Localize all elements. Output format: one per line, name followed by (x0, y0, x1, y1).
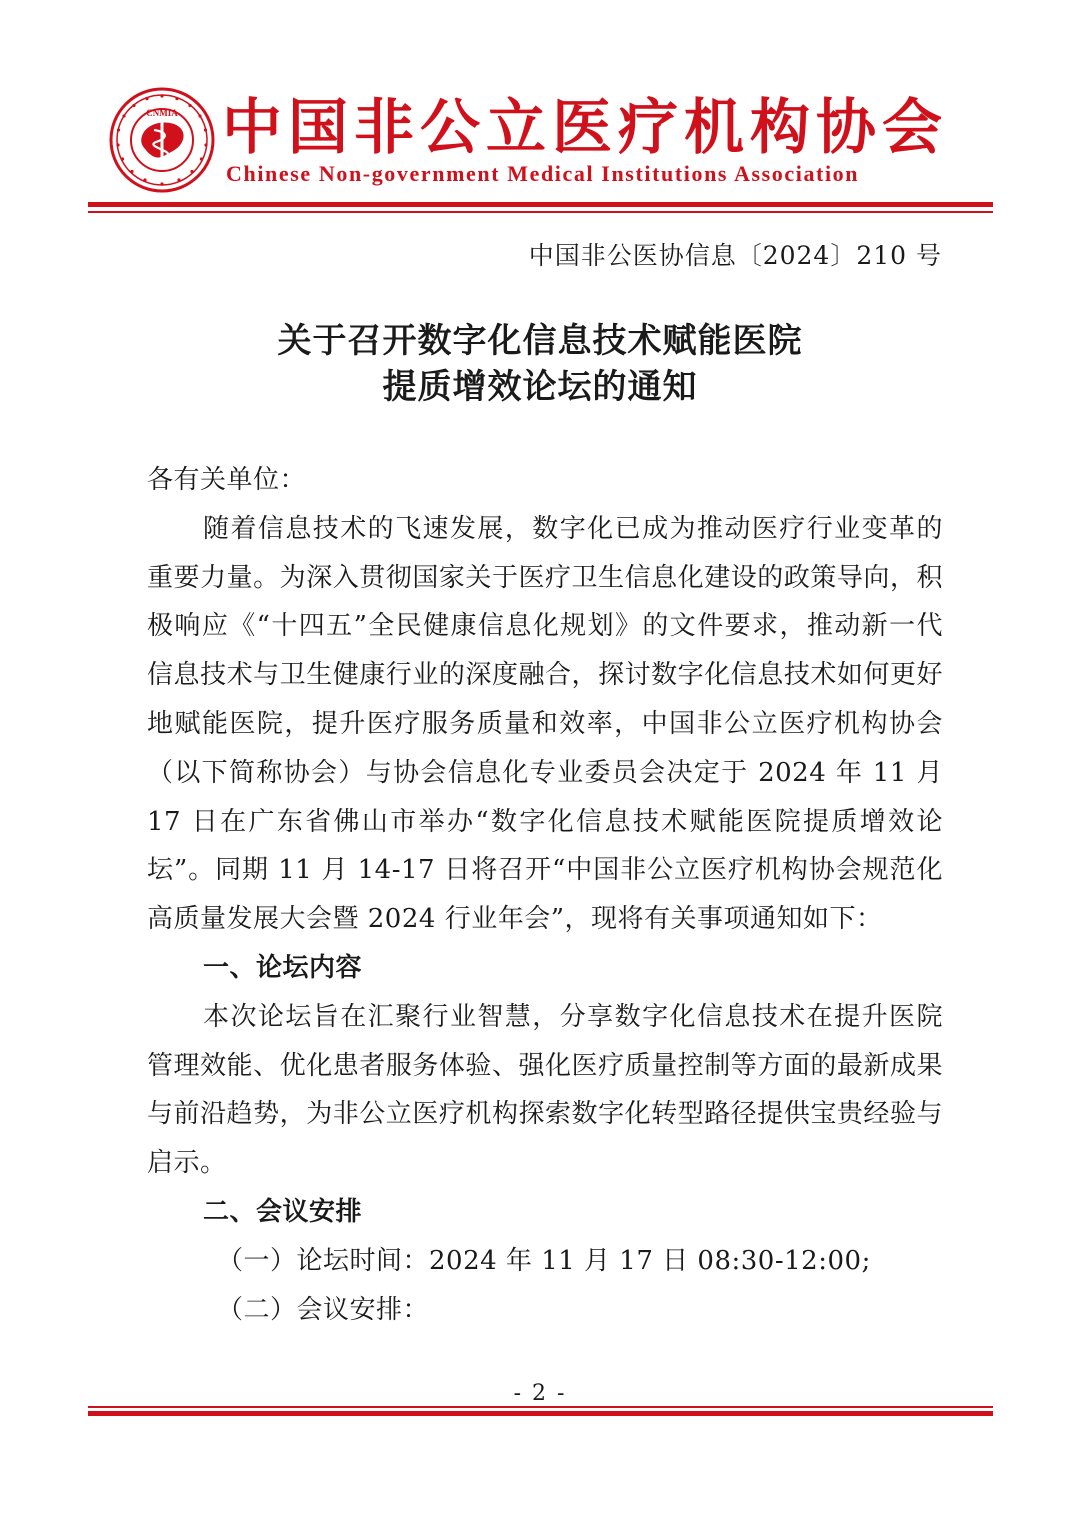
header-divider-thick (88, 202, 993, 207)
footer-divider-thick (88, 1411, 993, 1416)
document-body (147, 456, 943, 1334)
document-title (0, 318, 1080, 410)
forum-content-paragraph: 本次论坛旨在汇聚行业智慧，分享数字化信息技术在提升医院管理效能、优化患者服务体验、强化医疗质量控制等方面的最新成果与前沿趋势，为非公立医疗机构探索数字化转型路径提供宝贵经验与启示。 (147, 1001, 943, 1179)
document-title-line-1: 关于召开数字化信息技术赋能医院 (277, 321, 803, 361)
document-title-line-2: 提质增效论坛的通知 (382, 367, 698, 407)
salutation: 各有关单位： (147, 465, 307, 495)
organization-name-chinese: 中国非公立医疗机构协会 (222, 93, 948, 163)
association-logo-icon (108, 86, 216, 194)
intro-paragraph: 随着信息技术的飞速发展，数字化已成为推动医疗行业变革的重要力量。为深入贯彻国家关于医疗卫生信息化建设的政策导向，积极响应《“十四五”全民健康信息化规划》的文件要求，推动新一代信息技术与卫生健康行业的深度融合，探讨数字化信息技术如何更好地赋能医院，提升医疗服务质量和效率，中国非公立医疗机构协会（以下简称协会）与协会信息化专业委员会决定于 2024 年 11 月 17 日在广东省佛山市举办“数字化信息技术赋能医院提质增效论坛”。同期 11 月 14-17 日将召开“中国非公立医疗机构协会规范化高质量发展大会暨 2024 行业年会”，现将有关事项通知如下： (147, 513, 943, 935)
section-heading-meeting-arrangement: 二、会议安排 (203, 1196, 363, 1227)
meeting-item-forum-time: （一）论坛时间：2024 年 11 月 17 日 08:30-12:00; (217, 1245, 871, 1276)
organization-name-english: Chinese Non-government Medical Institutions Association (226, 161, 860, 186)
logo-text: CNMIA (146, 108, 178, 118)
section-heading-forum-content: 一、论坛内容 (203, 952, 363, 983)
footer-divider-thin (88, 1406, 993, 1408)
header-divider-thin (88, 211, 993, 213)
page-number: - 2 - (513, 1381, 567, 1406)
meeting-item-arrangement: （二）会议安排： (217, 1294, 430, 1325)
document-number: 中国非公医协信息〔2024〕210 号 (528, 241, 942, 270)
